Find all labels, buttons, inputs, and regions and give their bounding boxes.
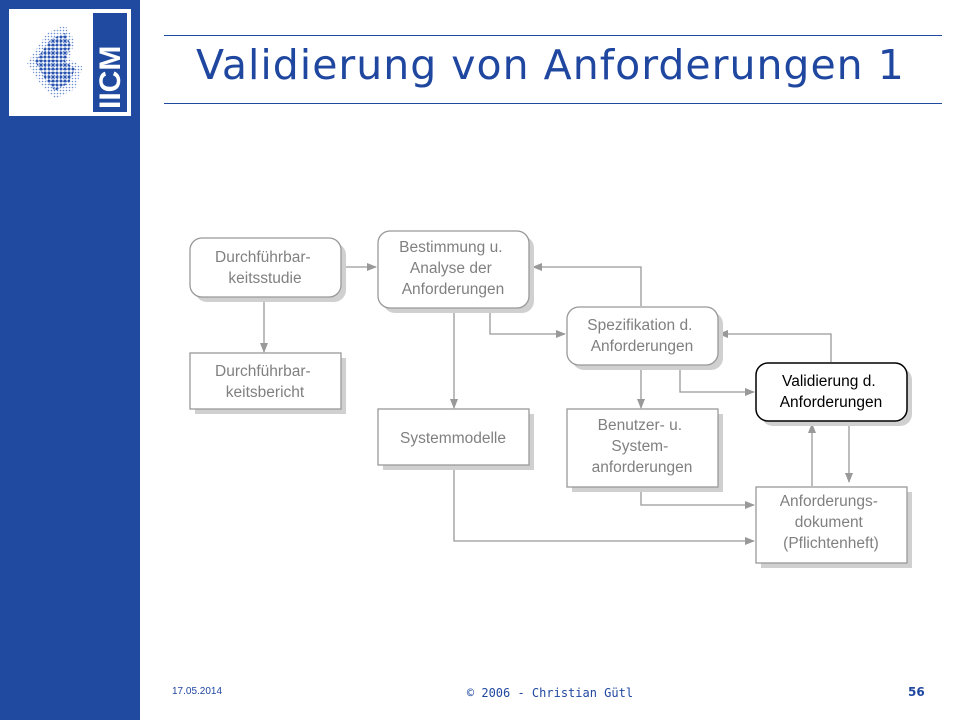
node-spezifikation — [567, 307, 723, 370]
node-label-line: Anforderungen — [401, 281, 505, 298]
arrow-spezifikation-to-bestimmung — [533, 267, 641, 306]
node-label-line: keitsstudie — [228, 270, 302, 287]
logo-text: IICM — [94, 45, 127, 109]
node-label-line: Systemmodelle — [400, 430, 506, 447]
svg-text:Systemmodelle — [400, 430, 506, 447]
node-validierung — [756, 363, 912, 426]
node-durchfuehrbarkeitsstudie — [190, 238, 346, 302]
page-number: 56 — [908, 685, 925, 699]
node-label-line: Anforderungen — [590, 338, 694, 355]
node-systemmodelle — [378, 409, 534, 470]
node-label-line: Anforderungs- — [779, 493, 878, 510]
node-label-line: System- — [611, 438, 669, 455]
slide-title: Validierung von Anforderungen 1 — [196, 41, 905, 89]
node-label-line: Benutzer- u. — [597, 417, 683, 434]
footer-date: 17.05.2014 — [172, 686, 223, 697]
node-durchfuehrbarkeitsbericht — [190, 353, 346, 414]
svg-text:Anforderungs- dokument — [780, 493, 883, 552]
node-bestimmung — [378, 231, 534, 313]
node-label-line: anforderungen — [591, 459, 693, 476]
node-benutzer — [567, 409, 723, 492]
svg-text:Bestimmung u. Analyse de — [399, 239, 507, 298]
node-label-line: Validierung d. — [782, 373, 876, 390]
node-label-line: (Pflichtenheft) — [783, 535, 879, 552]
footer-copyright: © 2006 - Christian Gütl — [466, 686, 634, 700]
node-label-line: Durchführbar- — [215, 363, 311, 380]
node-label-line: Spezifikation d. — [587, 317, 693, 334]
arrow-validierung-to-spezifikation — [719, 334, 831, 362]
node-label-line: keitsbericht — [225, 384, 305, 401]
node-label-line: dokument — [794, 514, 863, 531]
node-label-line: Bestimmung u. — [399, 239, 503, 256]
node-dokument — [756, 487, 912, 568]
node-label-line: Analyse der — [409, 260, 492, 277]
node-label-line: Anforderungen — [779, 394, 883, 411]
node-label-line: Durchführbar- — [215, 249, 311, 266]
